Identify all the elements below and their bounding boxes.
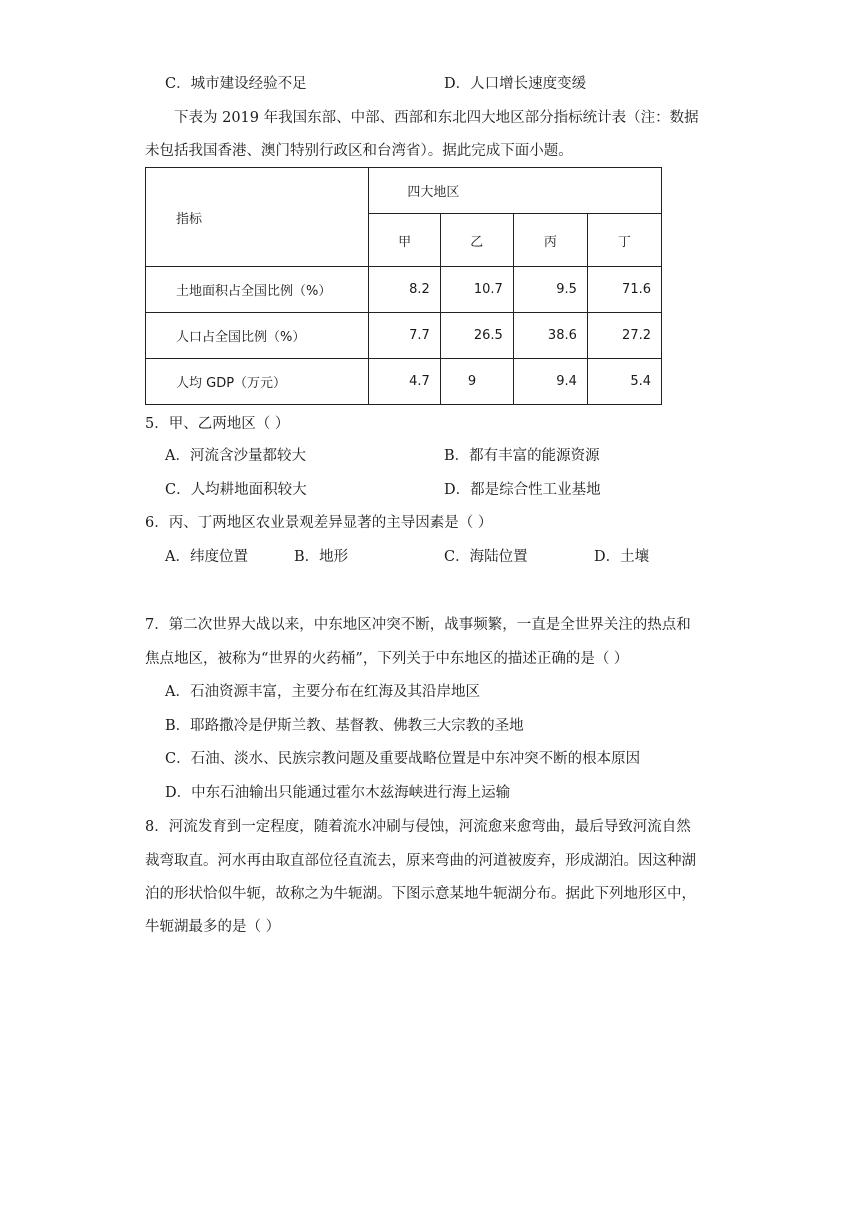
table-row — [146, 267, 662, 313]
q6-option-d: D．土壤 — [594, 549, 650, 565]
table-cell: 9.5 — [513, 267, 587, 313]
table-row — [146, 359, 662, 405]
region-bing: 丙 — [513, 214, 587, 267]
q6-option-a: A．纬度位置 — [165, 549, 248, 565]
q7-option-c: C．石油、淡水、民族宗教问题及重要战略位置是中东冲突不断的根本原因 — [165, 751, 641, 767]
region-yi: 乙 — [440, 214, 513, 267]
statistics-table — [145, 167, 662, 405]
q5-option-b: B．都有丰富的能源资源 — [444, 448, 600, 464]
q7-stem-line-2: 焦点地区，被称为“世界的火药桶”，下列关于中东地区的描述正确的是（ ） — [145, 651, 629, 667]
q6-option-c: C．海陆位置 — [444, 549, 528, 565]
intro-line-1: 下表为 2019 年我国东部、中部、西部和东北四大地区部分指标统计表（注：数据 — [174, 110, 699, 126]
intro-line-2: 未包括我国香港、澳门特别行政区和台湾省）。据此完成下面小题。 — [145, 143, 573, 159]
q8-line-3: 泊的形状恰似牛轭，故称之为牛轭湖。下图示意某地牛轭湖分布。据此下列地形区中， — [145, 886, 696, 902]
q5-option-c: C．人均耕地面积较大 — [165, 482, 307, 498]
prev-option-c: C．城市建设经验不足 — [165, 76, 307, 92]
q8-line-2: 裁弯取直。河水再由取直部位径直流去，原来弯曲的河道被废弃，形成湖泊。因这种湖 — [145, 853, 696, 869]
table-cell: 4.7 — [369, 359, 440, 405]
q6-option-b: B．地形 — [294, 549, 349, 565]
q8-line-4: 牛轭湖最多的是（ ） — [145, 919, 281, 935]
row-label: 人口占全国比例（%） — [146, 313, 369, 359]
table-cell: 9.4 — [513, 359, 587, 405]
table-cell: 8.2 — [369, 267, 440, 313]
q7-option-a: A．石油资源丰富，主要分布在红海及其沿岸地区 — [165, 684, 480, 700]
table-cell: 5.4 — [587, 359, 661, 405]
row-label: 人均 GDP（万元） — [146, 359, 369, 405]
metric-header: 指标 — [146, 168, 369, 267]
table-cell: 26.5 — [440, 313, 513, 359]
q5-stem: 5．甲、乙两地区（ ） — [145, 416, 290, 432]
q7-stem-line-1: 7．第二次世界大战以来，中东地区冲突不断，战事频繁，一直是全世界关注的热点和 — [145, 617, 691, 633]
q5-option-d: D．都是综合性工业基地 — [444, 482, 601, 498]
q7-option-d: D．中东石油输出只能通过霍尔木兹海峡进行海上运输 — [165, 785, 511, 801]
table-cell: 38.6 — [513, 313, 587, 359]
row-label: 土地面积占全国比例（%） — [146, 267, 369, 313]
q7-option-b: B．耶路撒冷是伊斯兰教、基督教、佛教三大宗教的圣地 — [165, 718, 524, 734]
table-row — [146, 313, 662, 359]
table-cell: 7.7 — [369, 313, 440, 359]
table-cell: 10.7 — [440, 267, 513, 313]
prev-option-d: D．人口增长速度变缓 — [444, 76, 587, 92]
table-cell: 71.6 — [587, 267, 661, 313]
table-cell: 27.2 — [587, 313, 661, 359]
q8-line-1: 8．河流发育到一定程度，随着流水冲刷与侵蚀，河流愈来愈弯曲，最后导致河流自然 — [145, 819, 691, 835]
table-cell: 9 — [440, 359, 513, 405]
q6-stem: 6．丙、丁两地区农业景观差异显著的主导因素是（ ） — [145, 515, 493, 531]
q5-option-a: A．河流含沙量都较大 — [165, 448, 306, 464]
region-ding: 丁 — [587, 214, 661, 267]
region-jia: 甲 — [369, 214, 440, 267]
region-header: 四大地区 — [369, 168, 662, 214]
